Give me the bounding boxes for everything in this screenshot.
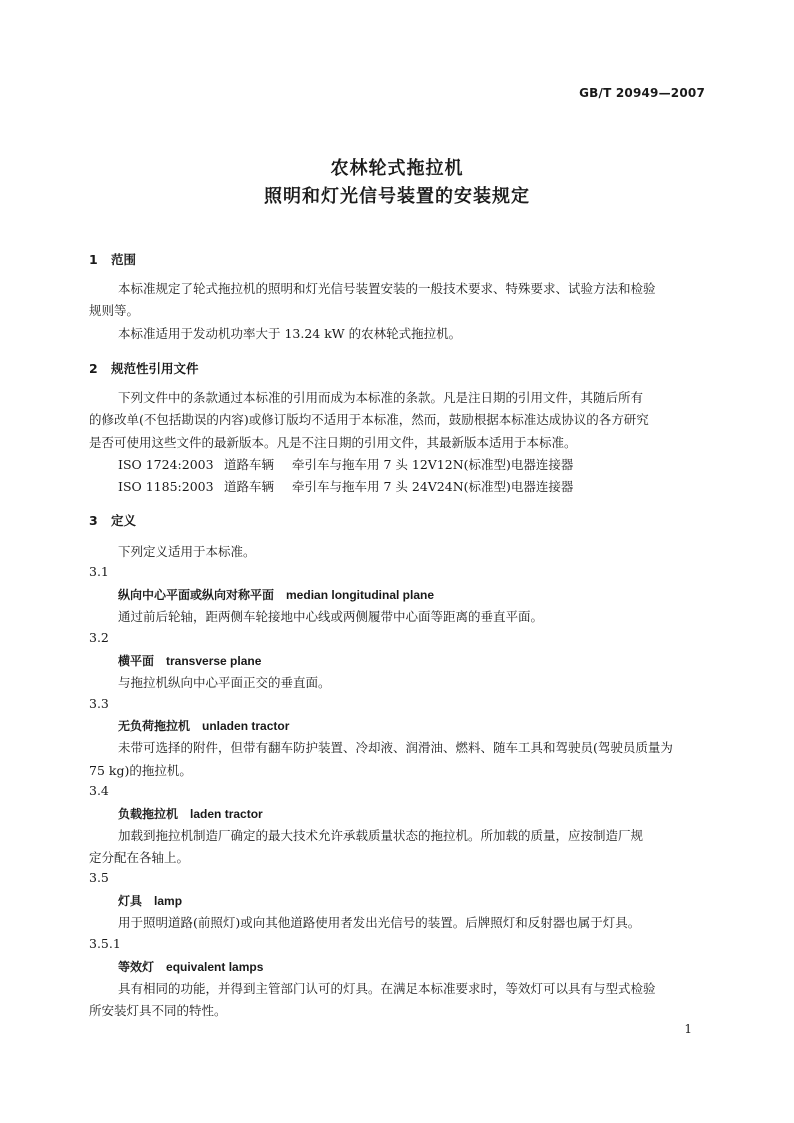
clause-number-3-4: 3.4 xyxy=(89,783,109,798)
section-1-paragraph-1-line1: 本标准规定了轮式拖拉机的照明和灯光信号装置安装的一般技术要求、特殊要求、试验方法和检验 xyxy=(118,281,656,296)
reference-title: 牵引车与拖车用 7 头 12V12N(标准型)电器连接器 xyxy=(292,457,574,472)
definition-3-4-line2: 定分配在各轴上。 xyxy=(89,850,190,865)
term-chinese: 无负荷拖拉机 xyxy=(118,719,191,733)
term-3-4 xyxy=(118,805,263,822)
section-number: 3 xyxy=(89,513,98,528)
reference-category: 道路车辆 xyxy=(224,457,275,472)
clause-number-3-1: 3.1 xyxy=(89,564,109,579)
reference-title: 牵引车与拖车用 7 头 24V24N(标准型)电器连接器 xyxy=(292,479,574,494)
section-2-heading xyxy=(89,359,199,377)
definition-3-5-1-line2: 所安装灯具不同的特性。 xyxy=(89,1003,227,1018)
reference-category: 道路车辆 xyxy=(224,479,275,494)
term-3-5-1 xyxy=(118,958,263,975)
section-1-paragraph-2: 本标准适用于发动机功率大于 13.24 kW 的农林轮式拖拉机。 xyxy=(118,326,462,341)
term-english: transverse plane xyxy=(166,654,262,668)
term-chinese: 等效灯 xyxy=(118,960,155,974)
clause-number-3-5: 3.5 xyxy=(89,870,109,885)
definition-3-3-line2: 75 kg)的拖拉机。 xyxy=(89,763,192,778)
reference-code: ISO 1724:2003 xyxy=(118,457,214,472)
section-title: 范围 xyxy=(111,252,137,267)
definition-3-5: 用于照明道路(前照灯)或向其他道路使用者发出光信号的装置。后牌照灯和反射器也属于灯具。 xyxy=(118,915,641,930)
term-3-2 xyxy=(118,652,261,669)
reference-item xyxy=(118,477,573,495)
clause-number-3-3: 3.3 xyxy=(89,696,109,711)
section-2-paragraph-line3: 是否可使用这些文件的最新版本。凡是不注日期的引用文件，其最新版本适用于本标准。 xyxy=(89,435,577,450)
term-english: median longitudinal plane xyxy=(286,588,435,602)
section-title: 规范性引用文件 xyxy=(111,361,199,376)
standard-number: GB/T 20949—2007 xyxy=(579,86,705,100)
section-2-paragraph-line1: 下列文件中的条款通过本标准的引用而成为本标准的条款。凡是注日期的引用文件，其随后所有 xyxy=(118,390,644,405)
section-number: 2 xyxy=(89,361,98,376)
document-title-line1: 农林轮式拖拉机 xyxy=(330,158,464,179)
term-3-3 xyxy=(118,717,289,734)
document-title-line2: 照明和灯光信号装置的安装规定 xyxy=(264,186,530,207)
term-3-1 xyxy=(118,586,434,603)
definition-3-5-1-line1: 具有相同的功能，并得到主管部门认可的灯具。在满足本标准要求时，等效灯可以具有与型式检验 xyxy=(118,981,656,996)
definition-3-4-line1: 加载到拖拉机制造厂确定的最大技术允许承载质量状态的拖拉机。所加载的质量，应按制造厂规 xyxy=(118,828,644,843)
reference-code: ISO 1185:2003 xyxy=(118,479,214,494)
definition-3-2: 与拖拉机纵向中心平面正交的垂直面。 xyxy=(118,675,331,690)
term-chinese: 纵向中心平面或纵向对称平面 xyxy=(118,588,275,602)
section-1-paragraph-1-line2: 规则等。 xyxy=(89,303,140,318)
section-1-heading xyxy=(89,250,136,268)
term-chinese: 灯具 xyxy=(118,894,143,908)
section-2-paragraph-line2: 的修改单(不包括勘误的内容)或修订版均不适用于本标准，然而，鼓励根据本标准达成协议的各方研究 xyxy=(89,412,649,427)
reference-item xyxy=(118,455,573,473)
term-english: lamp xyxy=(154,894,183,908)
section-number: 1 xyxy=(89,252,98,267)
term-english: equivalent lamps xyxy=(166,960,264,974)
clause-number-3-5-1: 3.5.1 xyxy=(89,936,121,951)
term-chinese: 横平面 xyxy=(118,654,155,668)
section-3-intro: 下列定义适用于本标准。 xyxy=(118,544,256,559)
term-3-5 xyxy=(118,892,182,909)
term-english: laden tractor xyxy=(190,807,263,821)
section-3-heading xyxy=(89,511,136,529)
definition-3-3-line1: 未带可选择的附件，但带有翻车防护装置、冷却液、润滑油、燃料、随车工具和驾驶员(驾驶员质量为 xyxy=(118,740,673,755)
term-chinese: 负载拖拉机 xyxy=(118,807,179,821)
term-english: unladen tractor xyxy=(202,719,290,733)
definition-3-1: 通过前后轮轴，距两侧车轮接地中心线或两侧履带中心面等距离的垂直平面。 xyxy=(118,609,544,624)
page-number: 1 xyxy=(684,1022,692,1036)
section-title: 定义 xyxy=(111,513,137,528)
clause-number-3-2: 3.2 xyxy=(89,630,109,645)
